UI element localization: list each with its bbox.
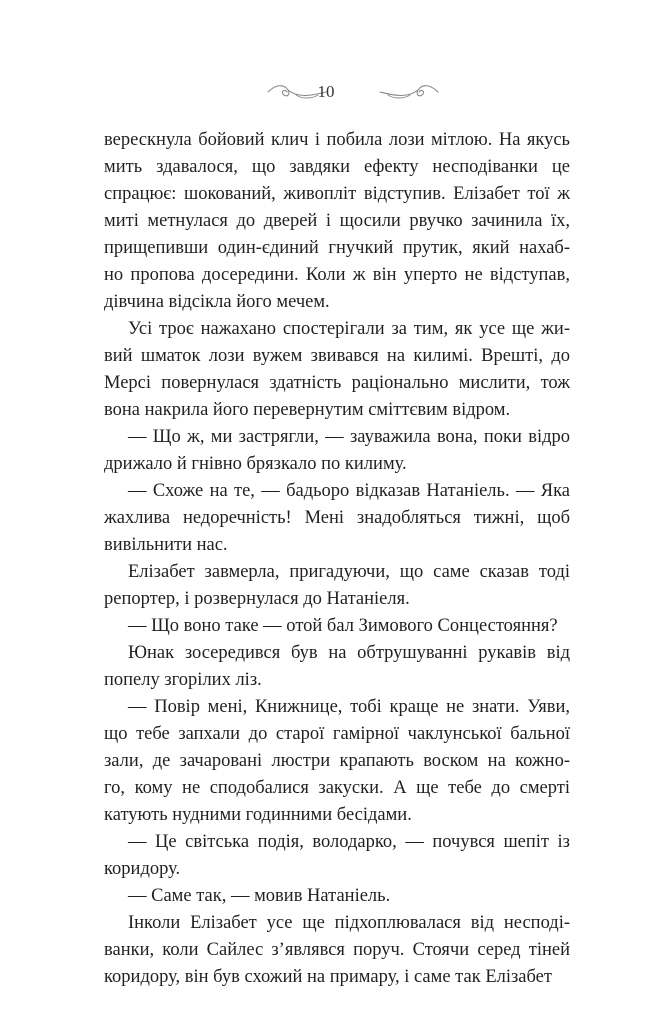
text-line: миті метнулася до дверей і щосили рвучко зачинила їх,	[104, 211, 570, 231]
text-line: репортер, і розвернулася до Натаніеля.	[104, 589, 410, 609]
text-line: верескнула бойовий клич і побила лози мітлою. На якусь	[104, 130, 570, 150]
text-line: — Це світська подія, володарко, — почувся шепіт із	[128, 832, 570, 852]
text-line: дрижало й гнівно брязкало по килиму.	[104, 454, 407, 474]
paragraph	[104, 613, 570, 640]
text-line: го, кому не сподобалися закуски. А ще тебе до смерті	[104, 778, 570, 798]
text-line: коридору.	[104, 859, 181, 879]
text-line: — Повір мені, Книжнице, тобі краще не знати. Уяви,	[128, 697, 570, 717]
text-line: вона накрила його перевернутим сміттєвим відром.	[104, 400, 511, 420]
paragraph	[104, 883, 570, 910]
text-line: Юнак зосередився був на обтрушуванні рукавів від	[128, 643, 570, 663]
text-line: — Що ж, ми застрягли, — зауважила вона, поки відро	[128, 427, 570, 447]
paragraph	[104, 424, 570, 478]
text-line: Мерсі повернулася здатність раціонально мислити, тож	[104, 373, 570, 393]
text-line: що тебе запхали до старої гамірної чаклунської бальної	[104, 724, 570, 744]
page-number: 10	[317, 82, 335, 101]
page-header	[0, 72, 652, 112]
text-line: прищепивши один-єдиний гнучкий прутик, який нахаб-	[104, 238, 570, 258]
body-text	[104, 127, 570, 991]
text-line: ванки, коли Сайлес з’являвся поруч. Стоячи серед тіней	[104, 940, 570, 960]
paragraph	[104, 829, 570, 883]
text-line: но пропова досередини. Коли ж він уперто не відступав,	[104, 265, 570, 285]
text-line: Елізабет завмерла, пригадуючи, що саме сказав тоді	[128, 562, 570, 582]
text-line: попелу згорілих ліз.	[104, 670, 262, 690]
text-line: катують нудними годинними бесідами.	[104, 805, 412, 825]
text-line: Інколи Елізабет усе ще підхоплювалася від несподі-	[128, 913, 570, 933]
text-line: вий шматок лози вужем звивався на килимі. Врешті, до	[104, 346, 570, 366]
paragraph	[104, 127, 570, 316]
text-line: вивільнити нас.	[104, 535, 228, 555]
text-line: жахлива недоречність! Мені знадобляться тижні, щоб	[104, 508, 570, 528]
text-line: мить здавалося, що завдяки ефекту несподіванки це	[104, 157, 570, 177]
text-line: дівчина відсікла його мечем.	[104, 292, 330, 312]
paragraph	[104, 910, 570, 991]
paragraph	[104, 478, 570, 559]
text-line: спрацює: шокований, живопліт відступив. Елізабет тої ж	[104, 184, 570, 204]
paragraph	[104, 559, 570, 613]
paragraph	[104, 640, 570, 694]
text-line: коридору, він був схожий на примару, і саме так Елізабет	[104, 967, 552, 987]
paragraph	[104, 316, 570, 424]
paragraph	[104, 694, 570, 829]
text-line: Усі троє нажахано спостерігали за тим, як усе ще жи-	[128, 319, 570, 339]
text-line: — Що воно таке — отой бал Зимового Сонцестояння?	[128, 616, 558, 636]
text-line: зали, де зачаровані люстри крапають воском на кожно-	[104, 751, 570, 771]
flourish-icon	[378, 80, 440, 102]
text-line: — Саме так, — мовив Натаніель.	[128, 886, 391, 906]
text-line: — Схоже на те, — бадьоро відказав Натаніель. — Яка	[128, 481, 570, 501]
